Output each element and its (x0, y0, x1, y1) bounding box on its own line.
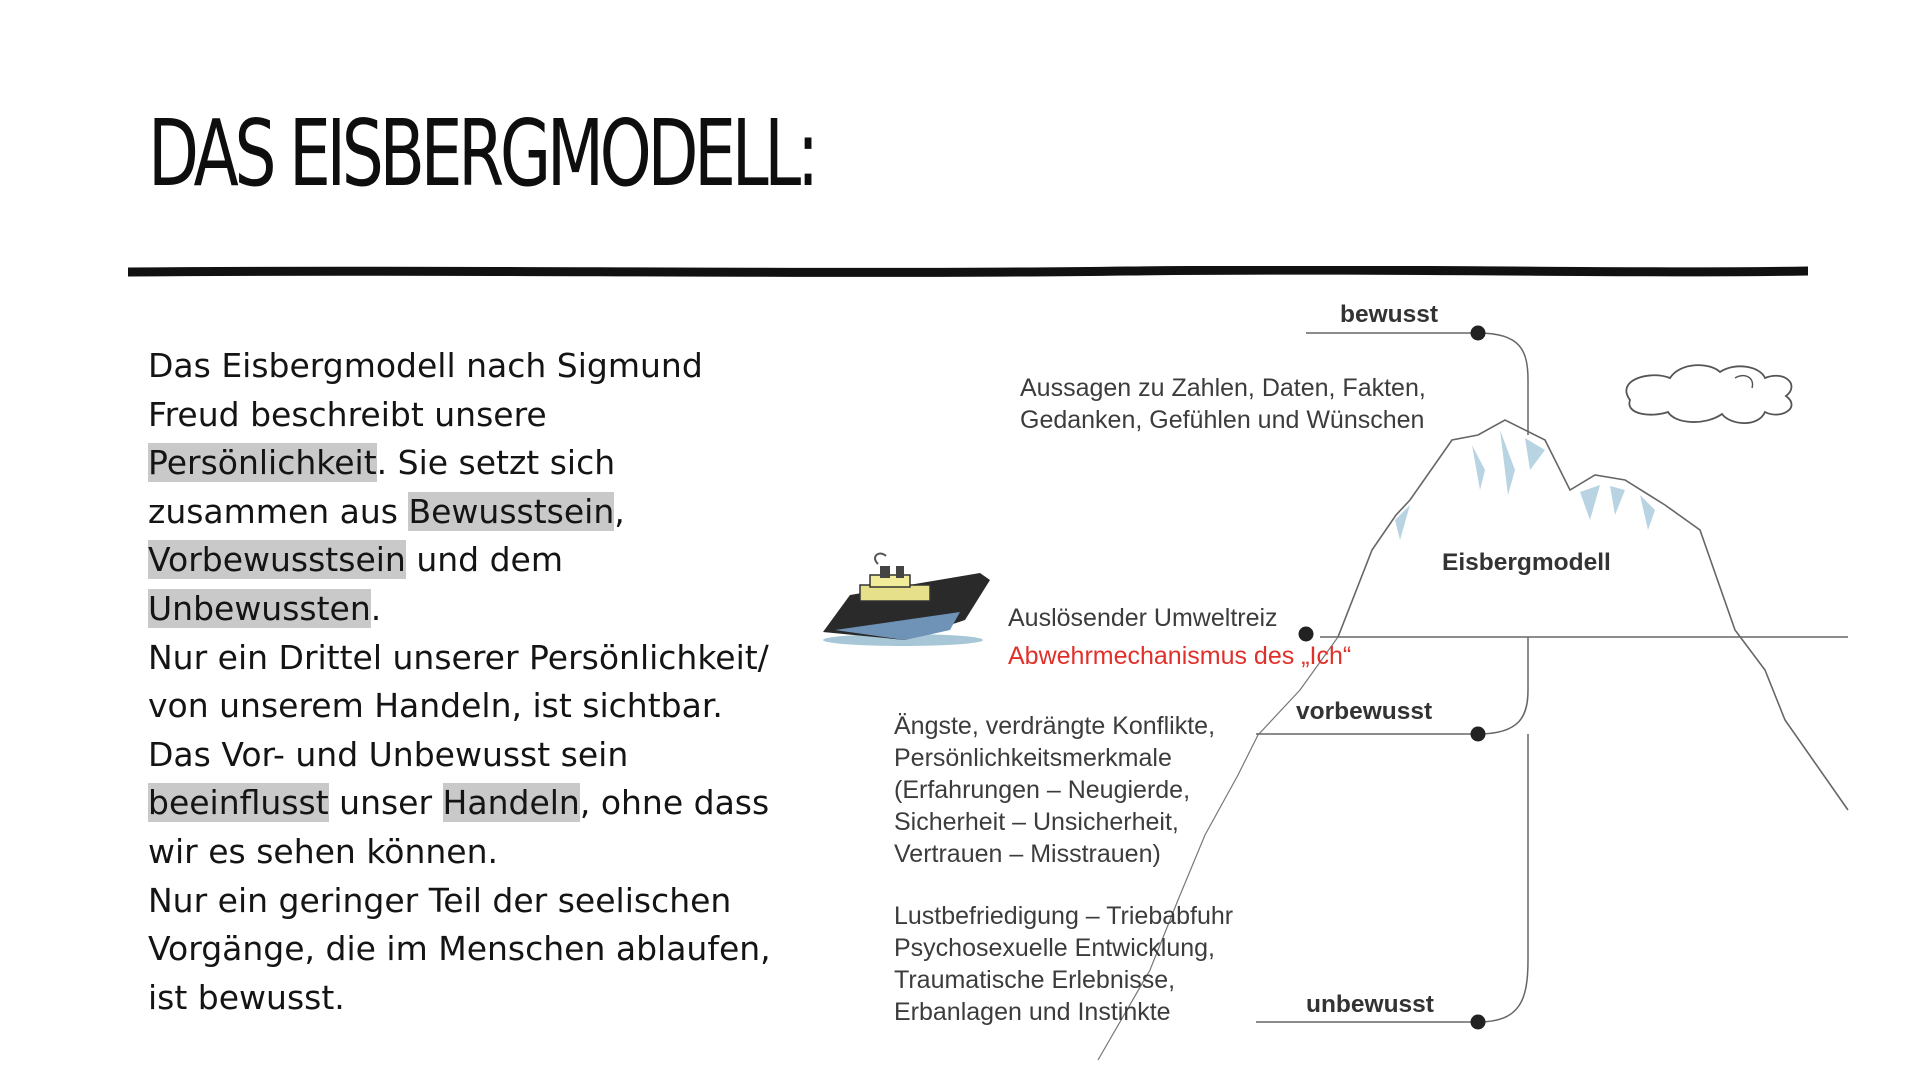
ship-icon (823, 554, 990, 646)
vorbewusst-text-line4: Sicherheit – Unsicherheit, (894, 808, 1179, 836)
trigger-text: Auslösender Umweltreiz (1008, 604, 1278, 632)
vorbewusst-text-line1: Ängste, verdrängte Konflikte, (894, 712, 1216, 740)
label-vorbewusst: vorbewusst (1296, 698, 1433, 725)
highlight-beeinflusst: beeinflusst (148, 783, 329, 823)
text-segment: . Sie setzt sich zusammen aus (148, 443, 616, 531)
label-eisbergmodell: Eisbergmodell (1442, 549, 1611, 576)
text-segment: Das Eisbergmodell nach Sigmund Freud beschreibt unsere (148, 346, 703, 434)
highlight-bewusstsein: Bewusstsein (408, 491, 615, 531)
text-segment: , ohne dass wir es sehen können. (148, 783, 770, 871)
text-segment: Nur ein Drittel unserer Persönlichkeit/ von unserem Handeln, ist sichtbar. Das Vor- und Unbewusst sein (148, 637, 769, 774)
text-segment: . (370, 588, 382, 628)
vorbewusst-bracket (1478, 637, 1528, 734)
bewusst-bracket (1478, 333, 1528, 435)
trigger-dot (1299, 627, 1314, 642)
text-segment: unser (328, 783, 443, 823)
iceberg-diagram (820, 290, 1860, 1080)
defense-text: Abwehrmechanismus des „Ich“ (1008, 642, 1352, 670)
cloud-icon (1626, 365, 1791, 423)
vorbewusst-text-line5: Vertrauen – Misstrauen) (894, 840, 1161, 868)
unbewusst-text-line3: Traumatische Erlebnisse, (894, 966, 1176, 994)
iceberg-outline (1338, 420, 1848, 810)
text-segment: , (614, 491, 625, 531)
unbewusst-text-line2: Psychosexuelle Entwicklung, (894, 934, 1215, 962)
vorbewusst-text-line3: (Erfahrungen – Neugierde, (894, 776, 1191, 804)
highlight-vorbewusstsein: Vorbewusstsein (148, 540, 406, 580)
slide-title: DAS EISBERGMODELL: (148, 100, 815, 207)
text-segment: und dem (405, 540, 563, 580)
unbewusst-bracket (1478, 890, 1528, 1022)
highlight-persoenlichkeit: Persönlichkeit (148, 443, 377, 483)
vorbewusst-text-line2: Persönlichkeitsmerkmale (894, 744, 1172, 772)
unbewusst-text-line4: Erbanlagen und Instinkte (894, 998, 1171, 1026)
label-bewusst: bewusst (1340, 301, 1439, 328)
title-divider (128, 266, 1808, 278)
highlight-unbewussten: Unbewussten (148, 588, 371, 628)
highlight-handeln: Handeln (442, 783, 580, 823)
iceberg-facets (1395, 430, 1655, 540)
unbewusst-text-line1: Lustbefriedigung – Triebabfuhr (894, 902, 1234, 930)
body-paragraph (148, 342, 788, 1022)
unbewusst-dot (1471, 1015, 1486, 1030)
vorbewusst-dot (1471, 727, 1486, 742)
bewusst-dot (1471, 326, 1486, 341)
label-unbewusst: unbewusst (1306, 991, 1434, 1018)
text-segment: Nur ein geringer Teil der seelischen Vorgänge, die im Menschen ablaufen, ist bewusst. (148, 880, 771, 1017)
bewusst-text-line1: Aussagen zu Zahlen, Daten, Fakten, (1020, 374, 1426, 402)
bewusst-text-line2: Gedanken, Gefühlen und Wünschen (1020, 406, 1425, 434)
